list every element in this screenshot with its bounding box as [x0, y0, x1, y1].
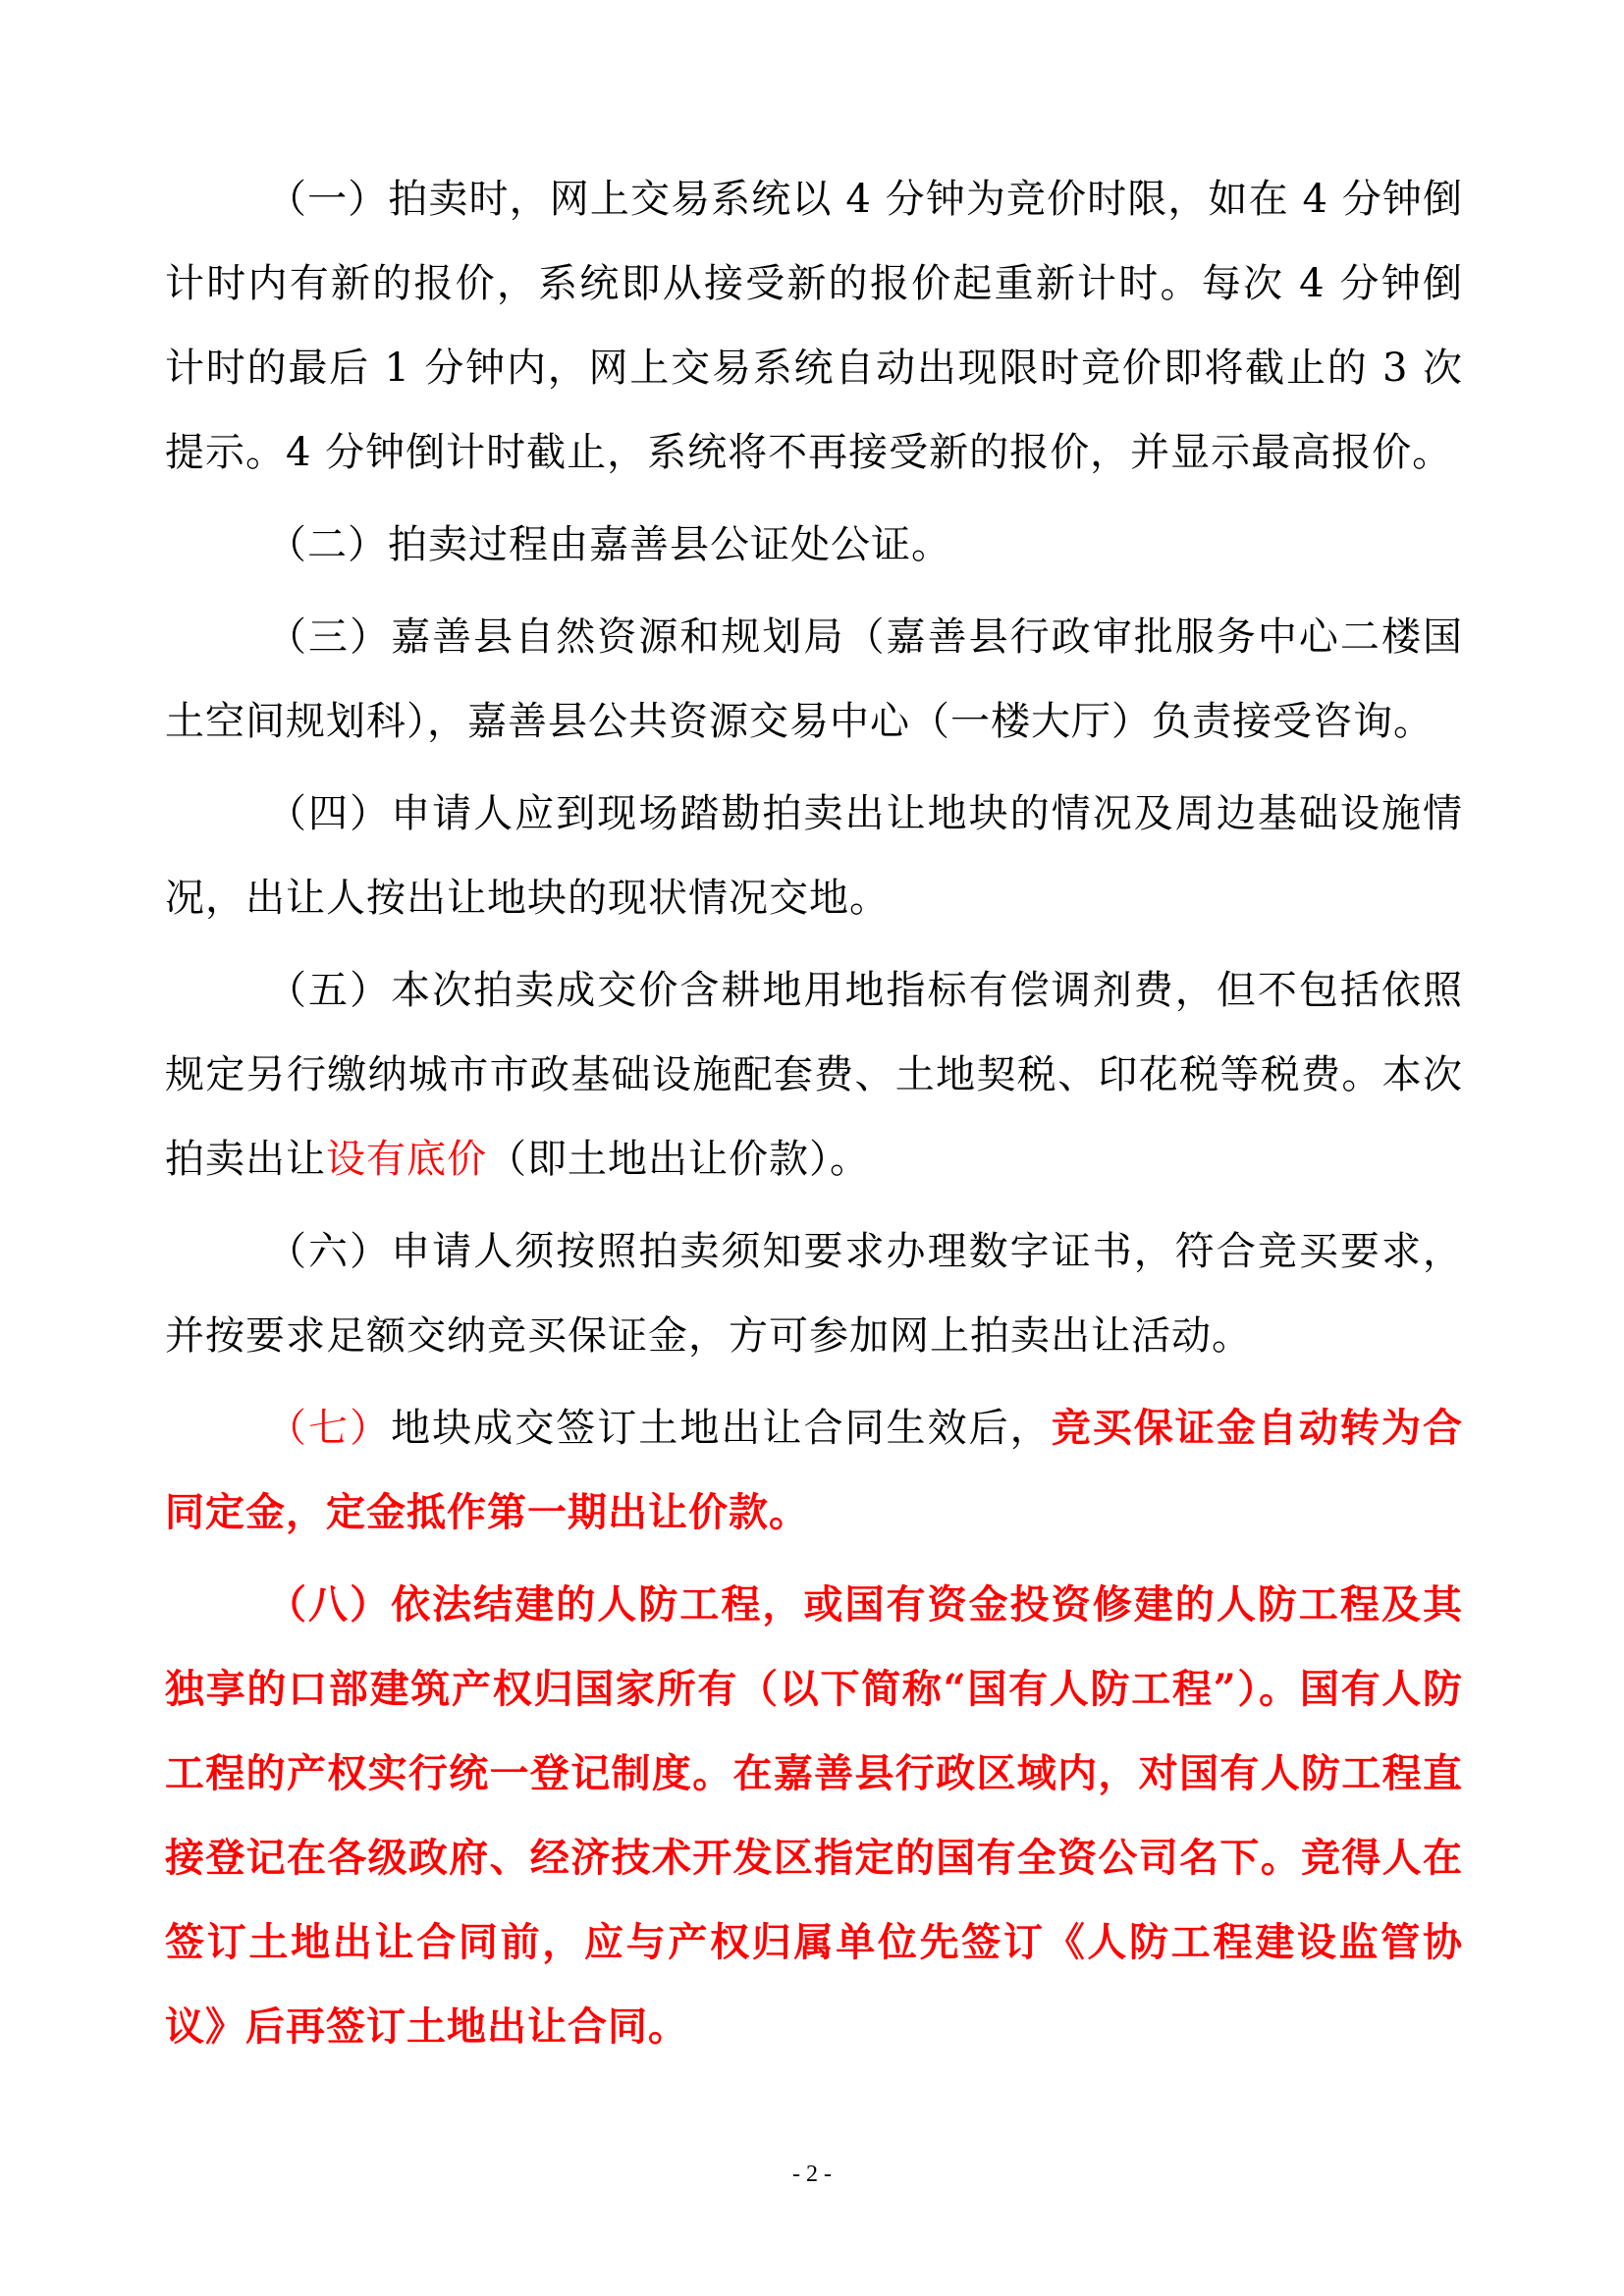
document-body	[165, 157, 1463, 2069]
paragraph-6	[165, 1209, 1463, 1378]
paragraph-2-text: （二）拍卖过程由嘉善县公证处公证。	[267, 522, 951, 567]
paragraph-4-text: （四）申请人应到现场踏勘拍卖出让地块的情况及周边基础设施情况，出让人按出让地块的现状情况交地。	[165, 791, 1463, 921]
paragraph-5-highlight: 设有底价	[326, 1137, 487, 1182]
page-number: - 2 -	[792, 2162, 832, 2187]
paragraph-3-text: （三）嘉善县自然资源和规划局（嘉善县行政审批服务中心二楼国土空间规划科），嘉善县公共资源交易中心（一楼大厅）负责接受咨询。	[165, 614, 1463, 744]
paragraph-7-label: （七）	[267, 1406, 392, 1451]
paragraph-7-highlight: 竞买保证金自动转为合同定金，定金抵作第一期出让价款。	[165, 1405, 1464, 1535]
paragraph-7	[165, 1386, 1463, 1555]
paragraph-5	[165, 948, 1463, 1201]
paragraph-5-text-end: （即土地出让价款）。	[487, 1137, 870, 1182]
paragraph-5-text: （五）本次拍卖成交价含耕地用地指标有偿调剂费，但不包括依照规定另行缴纳城市市政基础设施配套费、土地契税、印花税等税费。本次拍卖出让	[165, 968, 1463, 1182]
paragraph-2	[165, 503, 1463, 587]
paragraph-8	[165, 1563, 1463, 2069]
paragraph-7-text: 地块成交签订土地出让合同生效后，	[391, 1406, 1052, 1451]
paragraph-1-text: （一）拍卖时，网上交易系统以 4 分钟为竞价时限，如在 4 分钟倒计时内有新的报价，系统即从接受新的报价起重新计时。每次 4 分钟倒计时的最后 1 分钟内，网上交易系统自动出现限时竞价即将截止的 3 次提示。4 分钟倒计时截止，系统将不再接受新的报价，并显示最高报价。	[165, 177, 1463, 475]
paragraph-3	[165, 595, 1463, 764]
paragraph-8-text: （八）依法结建的人防工程，或国有资金投资修建的人防工程及其独享的口部建筑产权归国家所有（以下简称“国有人防工程”）。国有人防工程的产权实行统一登记制度。在嘉善县行政区域内，对国有人防工程直接登记在各级政府、经济技术开发区指定的国有全资公司名下。竞得人在签订土地出让合同前，应与产权归属单位先签订《人防工程建设监管协议》后再签订土地出让合同。	[165, 1581, 1463, 2050]
paragraph-1	[165, 157, 1463, 495]
paragraph-6-text: （六）申请人须按照拍卖须知要求办理数字证书，符合竞买要求，并按要求足额交纳竞买保证金，方可参加网上拍卖出让活动。	[165, 1229, 1463, 1359]
paragraph-4	[165, 772, 1463, 940]
